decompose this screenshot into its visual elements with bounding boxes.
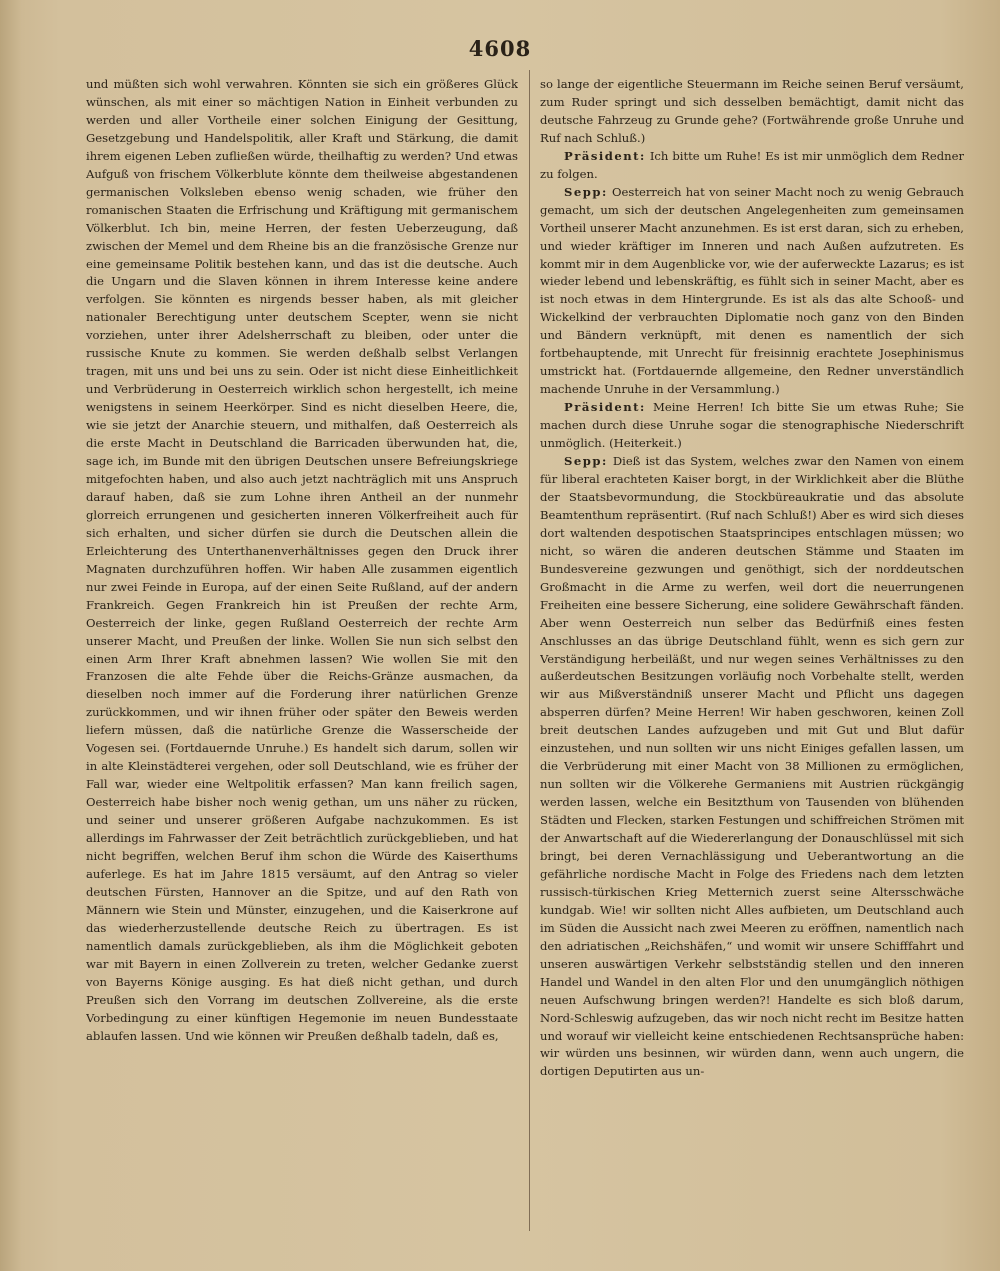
left-column xyxy=(86,76,518,1241)
paragraph xyxy=(540,453,964,1081)
paragraph-text: Ich bitte um Ruhe! Es ist mir unmöglich dem Redner zu folgen. xyxy=(540,148,964,181)
speaker-name: Präsident: xyxy=(564,148,646,163)
paragraph xyxy=(540,148,964,184)
paragraph-text: Meine Herren! Ich bitte Sie um etwas Ruhe; Sie machen durch diese Unruhe sogar die stenographische Niederschrift unmöglich. (Heiterkeit.) xyxy=(540,400,964,451)
column-divider xyxy=(529,70,530,1231)
paragraph xyxy=(540,76,964,148)
paragraph-text: so lange der eigentliche Steuermann im Reiche seinen Beruf versäumt, zum Ruder springt und sich desselben bemächtigt, damit nicht das deutsche Fahrzeug zu Grunde gehe? (Fortwährende große Unruhe und Ruf nach Schluß.) xyxy=(540,77,964,145)
paragraph-text: Oesterreich hat von seiner Macht noch zu wenig Gebrauch gemacht, um sich der deutschen Angelegenheiten zum gemeinsamen Vortheil unserer Macht anzunehmen. Es ist erst daran, sich zu erheben, und wieder kräftiger im Inneren und nach Außen aufzutreten. Es kommt mir in dem Augenblicke vor, wie der auferweckte Lazarus; es ist wieder lebend und lebenskräftig, es fühlt sich in seiner Macht, aber es ist noch etwas in dem Hintergrunde. Es ist als das alte Schooß- und Wickelkind der verbrauchten Diplomatie noch ganz von den Binden und Bändern verknüpft, mit denen es namentlich der sich fortbehauptende, mit Unrecht für freisinnig erachtete Josephinismus umstrickt hat. (Fortdauernde allgemeine, den Redner unverständlich machende Unruhe in der Versammlung.) xyxy=(540,184,964,397)
speaker-name: Sepp: xyxy=(564,454,608,469)
paragraph xyxy=(540,184,964,399)
speaker-name: Sepp: xyxy=(564,184,608,199)
speaker-name: Präsident: xyxy=(564,400,646,415)
paragraph xyxy=(540,399,964,453)
right-column xyxy=(540,76,964,1241)
paragraph-text: Dieß ist das System, welches zwar den Namen von einem für liberal erachteten Kaiser borgt, in der Wirklichkeit aber die Blüthe der Staatsbevormundung, die Stockbüreaukratie und das absolute Beamtenthum repräsentirt. (Ruf nach Schluß!) Aber es wird sich dieses dort waltenden despotischen Staatsprincipes entschlagen müssen; wo nicht, so wären die anderen deutschen Stämme und Staaten im Bundesvereine gezwungen und genöthigt, sich der norddeutschen Großmacht in die Arme zu werfen, weil dort die neuerrungenen Freiheiten eine bessere Sicherung, eine solidere Gewährschaft fänden. Aber wenn Oesterreich nun selber das Bedürfniß eines festen Anschlusses an das übrige Deutschland fühlt, wenn es sich gern zur Verständigung herbeiläßt, und nur wegen seines Verhältnisses zu den außerdeutschen Besitzungen vorläufig noch Vorbehalte stellt, werden wir aus Mißverständniß unserer Macht und Pflicht uns dagegen absperren dürfen? Meine Herren! Wir haben geschworen, keinen Zoll breit deutschen Landes aufzugeben und mit Gut und Blut dafür einzustehen, und nun sollten wir uns nicht Einiges gefallen lassen, um die Verbrüderung mit einer Macht von 38 Millionen zu ermöglichen, nun sollten wir die Völkerehe Germaniens mit Austrien rückgängig werden lassen, welche ein Besitzthum von Tausenden von blühenden Städten und Flecken, starken Festungen und schiffreichen Strömen mit der Anwartschaft auf die Wiedererlangung der Donauschlüssel mit sich bringt, bei deren Vernachlässigung und Ueberantwortung an die gefährliche nordische Macht in Folge des Friedens nach dem letzten russisch-türkischen Krieg Metternich zuerst seine Altersschwäche kundgab. Wie! wir sollten nicht Alles aufbieten, um Deutschland auch im Süden die Aussicht nach zwei Meeren zu eröffnen, namentlich nach den adriatischen „Reichshäfen,“ und womit wir unsere Schifffahrt und unseren auswärtigen Verkehr selbstständig stellen und den inneren Handel und Wandel in den alten Flor und den unumgänglich nöthigen neuen Aufschwung bringen werden?! Handelte es sich bloß darum, Nord-Schleswig aufzugeben, das wir noch nicht recht im Besitze hatten und worauf wir vielleicht keine entschiedenen Rechtsansprüche haben: wir würden uns besinnen, wir würden dann, wenn auch ungern, die dortigen Deputirten aus un- xyxy=(540,454,964,1079)
left-column-text: und müßten sich wohl verwahren. Könnten sie sich ein größeres Glück wünschen, als mit einer so mächtigen Nation in Einheit verbunden zu werden und aller Vortheile einer solchen Einigung der Gesittung, Gesetzgebung und Handelspolitik, aller Kraft und Stärkung, die damit ihrem eigenen Leben zufließen würde, theilhaftig zu werden? Und etwas Aufguß von frischem Völkerblute könnte dem theilweise abgestandenen germanischen Volksleben ebenso wenig schaden, wie früher den romanischen Staaten die Erfrischung und Kräftigung mit germanischem Völkerblut. Ich bin, meine Herren, der festen Ueberzeugung, daß zwischen der Memel und dem Rheine bis an die französische Grenze nur eine gemeinsame Politik bestehen kann, und das ist die deutsche. Auch die Ungarn und die Slaven können in ihrem Interesse keine andere verfolgen. Sie könnten es nirgends besser haben, als mit gleicher nationaler Berechtigung unter deutschem Scepter, wenn sie nicht vorziehen, unter ihrer Adelsherrschaft zu bleiben, oder unter die russische Knute zu kommen. Sie werden deßhalb selbst Verlangen tragen, mit uns und bei uns zu sein. Oder ist nicht diese Einheitlichkeit und Verbrüderung in Oesterreich wirklich schon hergestellt, ich meine wenigstens in seinem Heerkörper. Sind es nicht dieselben Heere, die, wie sie jetzt der Anarchie steuern, und mithalfen, daß Oesterreich als die erste Macht in Deutschland die Barricaden überwunden hat, die, sage ich, im Bunde mit den übrigen Deutschen unsere Befreiungskriege mitgefochten haben, und also auch jetzt nachträglich mit uns Anspruch darauf haben, daß sie zum Lohne ihren Antheil an der nunmehr glorreich errungenen und gesicherten inneren Völkerfreiheit auch für sich erhalten, und sicher dürfen sie durch die Deutschen allein die Erleichterung des Unterthanenverhältnisses gegen den Druck ihrer Magnaten durchzuführen hoffen. Wir haben Alle zusammen eigentlich nur zwei Feinde in Europa, auf der einen Seite Rußland, auf der andern Frankreich. Gegen Frankreich hin ist Preußen der rechte Arm, Oesterreich der linke, gegen Rußland Oesterreich der rechte Arm unserer Macht, und Preußen der linke. Wollen Sie nun sich selbst den einen Arm Ihrer Kraft abnehmen lassen? Wie wollen Sie mit den Franzosen die alte Fehde über die Reichs-Gränze ausmachen, da dieselben noch immer auf die Forderung ihrer natürlichen Grenze zurückkommen, und wir ihnen früher oder später den Beweis werden liefern müssen, daß die natürliche Grenze die Wasserscheide der Vogesen sei. (Fortdauernde Unruhe.) Es handelt sich darum, sollen wir in alte Kleinstädterei vergehen, oder soll Deutschland, wie es früher der Fall war, wieder eine Weltpolitik erfassen? Man kann freilich sagen, Oesterreich habe bisher noch wenig gethan, um uns näher zu rücken, und seiner und unserer größeren Aufgabe nachzukommen. Es ist allerdings im Fahrwasser der Zeit beträchtlich zurückgeblieben, und hat nicht begriffen, welchen Beruf ihm schon die Würde des Kaiserthums auferlege. Es hat im Jahre 1815 versäumt, auf den Antrag so vieler deutschen Fürsten, Hannover an die Spitze, und auf den Rath von Männern wie Stein und Münster, einzugehen, und die Kaiserkrone auf das wiederherzustellende deutsche Reich zu übertragen. Es ist namentlich damals zurückgeblieben, als ihm die Möglichkeit geboten war mit Bayern in einen Zollverein zu treten, welcher Gedanke zuerst von Bayerns Könige ausging. Es hat dieß nicht gethan, und durch Preußen sich den Vorrang im deutschen Zollvereine, als die erste Vorbedingung zu einer künftigen Hegemonie im neuen Bundesstaate ablaufen lassen. Und wie können wir Preußen deßhalb tadeln, daß es, xyxy=(86,77,518,1043)
page-number: 4608 xyxy=(468,36,532,61)
